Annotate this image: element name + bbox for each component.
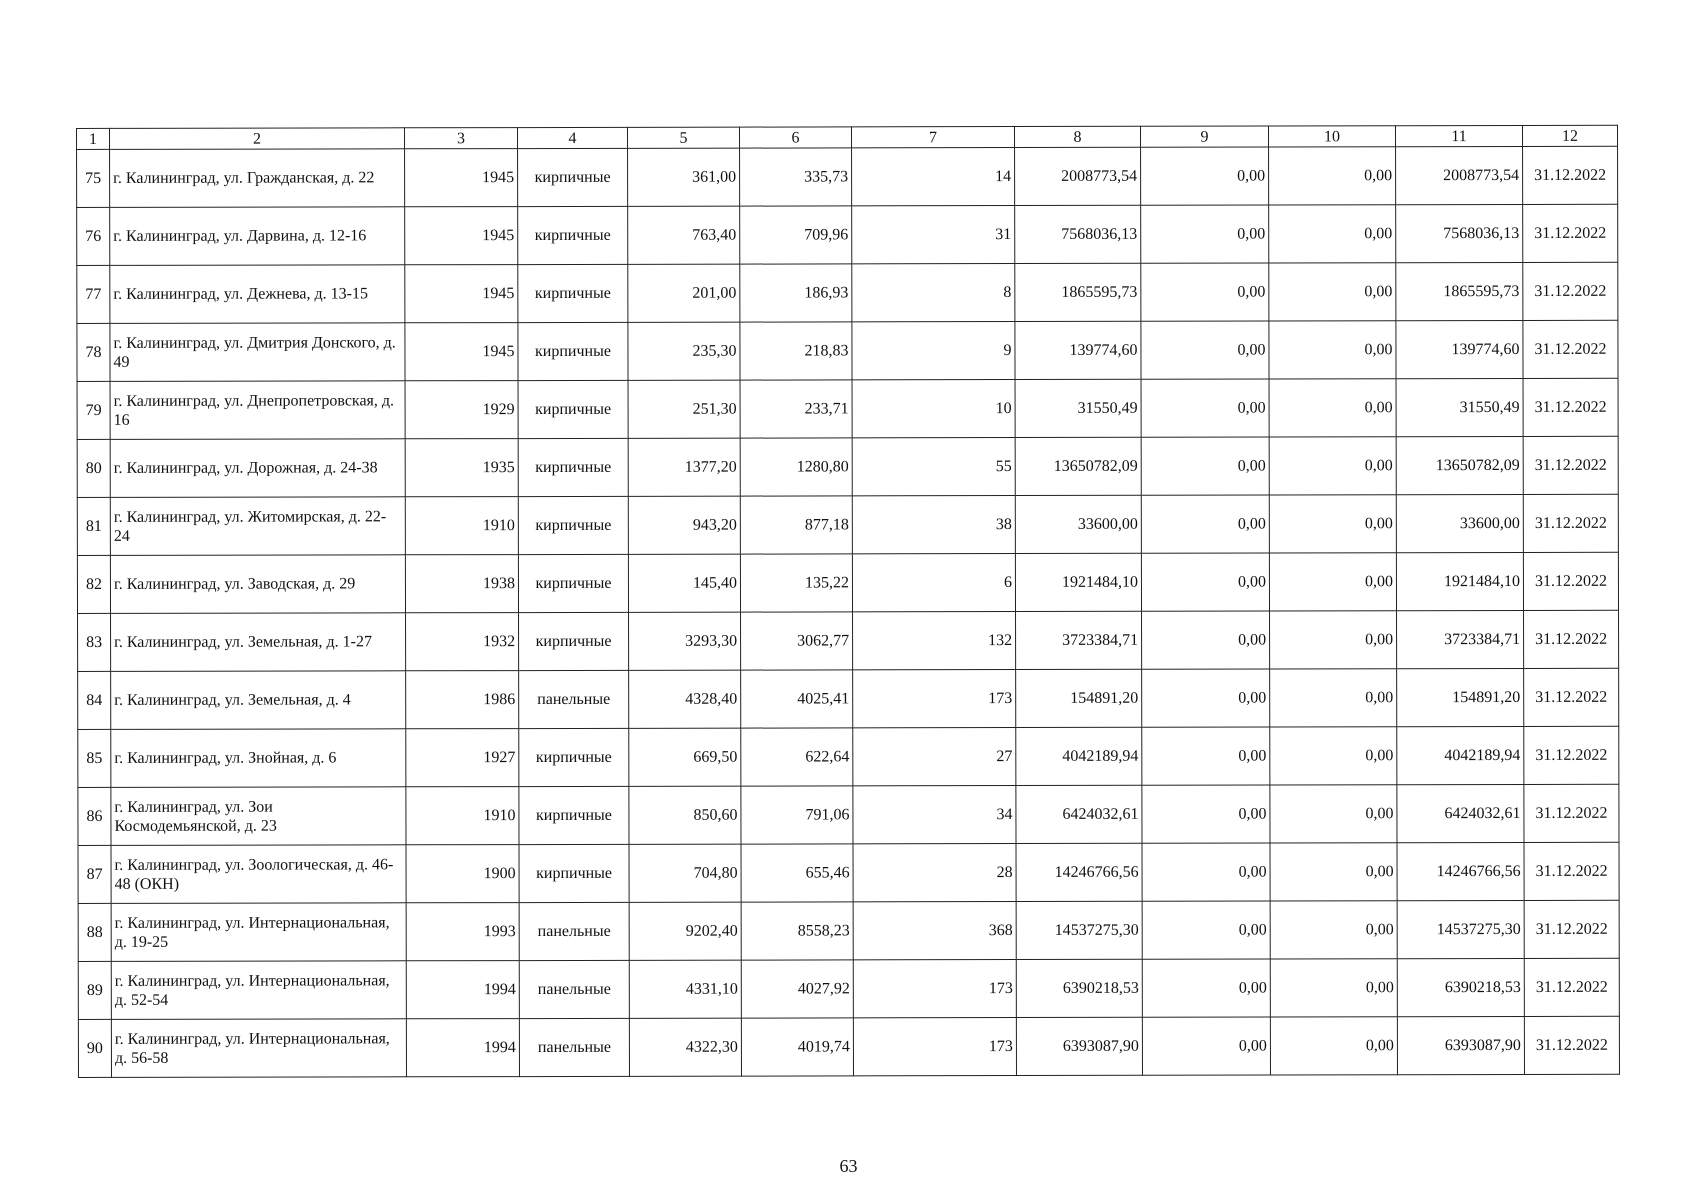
row-number-cell: 81 [77,497,110,555]
year-cell: 1927 [406,729,519,787]
address-cell: г. Калининград, ул. Зои Космодемьянской, д. 23 [111,787,406,846]
row-number-cell: 89 [78,961,111,1019]
address-cell: г. Калининград, ул. Дежнева, д. 13-15 [110,265,405,324]
area-total-cell: 145,40 [628,554,740,612]
area-total-cell: 235,30 [628,322,740,380]
cost-total-cell: 1921484,10 [1015,553,1141,611]
area-living-cell: 4025,41 [741,670,853,728]
address-cell: г. Калининград, ул. Интернациональная, д. 56-58 [111,1019,406,1078]
deadline-cell: 31.12.2022 [1524,726,1619,784]
cost-col11-cell: 4042189,94 [1397,726,1524,784]
deadline-cell: 31.12.2022 [1523,204,1618,262]
year-cell: 1910 [405,497,518,555]
column-header: 5 [627,127,739,148]
cost-col10-cell: 0,00 [1270,959,1397,1017]
column-header: 9 [1140,126,1268,147]
residents-cell: 173 [853,960,1016,1018]
cost-total-cell: 33600,00 [1015,495,1141,553]
row-number-cell: 82 [77,555,110,613]
address-cell: г. Калининград, ул. Земельная, д. 4 [111,671,406,730]
area-total-cell: 251,30 [628,380,740,438]
cost-total-cell: 139774,60 [1015,321,1141,379]
cost-col11-cell: 1865595,73 [1396,262,1523,320]
residents-cell: 38 [852,496,1015,554]
table-row [77,378,1618,439]
table-row [78,958,1619,1019]
column-header: 11 [1395,125,1522,146]
table-row [77,320,1618,381]
cost-total-cell: 14246766,56 [1016,843,1142,901]
row-number-cell: 87 [78,845,111,903]
cost-col11-cell: 6424032,61 [1397,784,1524,842]
table-row [78,1016,1619,1077]
area-total-cell: 4328,40 [629,670,741,728]
area-total-cell: 943,20 [628,496,740,554]
wall-material-cell: кирпичные [519,612,629,670]
cost-col11-cell: 7568036,13 [1396,204,1523,262]
wall-material-cell: кирпичные [518,438,628,496]
wall-material-cell: панельные [519,960,629,1018]
year-cell: 1929 [405,381,518,439]
cost-col10-cell: 0,00 [1269,553,1396,611]
area-living-cell: 218,83 [740,322,852,380]
column-header: 6 [739,127,851,148]
cost-col10-cell: 0,00 [1270,611,1397,669]
table-row [77,552,1618,613]
address-cell: г. Калининград, ул. Житомирская, д. 22-24 [110,497,405,556]
wall-material-cell: кирпичные [518,554,628,612]
registry-table [76,125,1620,1078]
row-number-cell: 78 [77,323,110,381]
wall-material-cell: кирпичные [519,844,629,902]
row-number-cell: 80 [77,439,110,497]
cost-col9-cell: 0,00 [1141,147,1269,205]
cost-total-cell: 2008773,54 [1015,147,1141,205]
address-cell: г. Калининград, ул. Знойная, д. 6 [111,729,406,788]
cost-col10-cell: 0,00 [1269,437,1396,495]
column-header: 1 [77,128,110,149]
cost-col11-cell: 139774,60 [1396,320,1523,378]
residents-cell: 34 [853,786,1016,844]
year-cell: 1938 [405,555,518,613]
table-body [77,146,1620,1077]
row-number-cell: 90 [78,1019,111,1077]
cost-col11-cell: 14537275,30 [1397,900,1524,958]
cost-col11-cell: 3723384,71 [1397,610,1524,668]
deadline-cell: 31.12.2022 [1524,958,1619,1016]
area-living-cell: 655,46 [741,844,853,902]
year-cell: 1945 [405,207,518,265]
cost-col10-cell: 0,00 [1269,147,1396,205]
cost-col9-cell: 0,00 [1141,205,1269,263]
wall-material-cell: панельные [519,670,629,728]
cost-col9-cell: 0,00 [1142,669,1270,727]
cost-total-cell: 154891,20 [1016,669,1142,727]
area-total-cell: 201,00 [628,264,740,322]
cost-total-cell: 1865595,73 [1015,263,1141,321]
table-row [77,436,1618,497]
wall-material-cell: кирпичные [518,206,628,264]
deadline-cell: 31.12.2022 [1524,610,1619,668]
address-cell: г. Калининград, ул. Дорожная, д. 24-38 [110,439,405,498]
area-living-cell: 335,73 [740,148,852,206]
table-row [78,842,1619,903]
area-total-cell: 763,40 [628,206,740,264]
area-living-cell: 877,18 [740,496,852,554]
area-living-cell: 622,64 [741,728,853,786]
cost-total-cell: 3723384,71 [1016,611,1142,669]
residents-cell: 173 [853,670,1016,728]
cost-total-cell: 13650782,09 [1015,437,1141,495]
table-row [77,494,1618,555]
cost-col10-cell: 0,00 [1269,379,1396,437]
wall-material-cell: кирпичные [518,380,628,438]
year-cell: 1986 [406,671,519,729]
cost-col9-cell: 0,00 [1142,1017,1270,1075]
document-sheet [76,125,1619,1078]
cost-col11-cell: 6390218,53 [1397,958,1524,1016]
address-cell: г. Калининград, ул. Интернациональная, д. 19-25 [111,903,406,962]
column-header: 8 [1014,126,1140,147]
cost-col11-cell: 31550,49 [1396,378,1523,436]
year-cell: 1910 [406,787,519,845]
page-number: 63 [839,1156,858,1176]
area-total-cell: 850,60 [629,786,741,844]
wall-material-cell: панельные [519,1018,629,1076]
deadline-cell: 31.12.2022 [1523,378,1618,436]
cost-col9-cell: 0,00 [1141,379,1269,437]
deadline-cell: 31.12.2022 [1523,320,1618,378]
table-row [78,784,1619,845]
wall-material-cell: панельные [519,902,629,960]
cost-col11-cell: 6393087,90 [1397,1016,1524,1074]
row-number-cell: 85 [78,729,111,787]
row-number-cell: 76 [77,207,110,265]
area-total-cell: 4322,30 [629,1018,741,1076]
year-cell: 1900 [406,845,519,903]
column-header: 2 [110,128,405,150]
area-total-cell: 361,00 [628,148,740,206]
cost-col10-cell: 0,00 [1269,263,1396,321]
row-number-cell: 83 [78,613,111,671]
cost-col9-cell: 0,00 [1142,901,1270,959]
address-cell: г. Калининград, ул. Зоологическая, д. 46-48 (ОКН) [111,845,406,904]
area-living-cell: 709,96 [740,206,852,264]
cost-col10-cell: 0,00 [1270,901,1397,959]
wall-material-cell: кирпичные [518,322,628,380]
year-cell: 1945 [405,149,518,207]
cost-col11-cell: 14246766,56 [1397,842,1524,900]
area-total-cell: 704,80 [629,844,741,902]
column-header: 10 [1268,126,1395,147]
wall-material-cell: кирпичные [519,786,629,844]
area-living-cell: 8558,23 [741,902,853,960]
table-row [78,610,1619,671]
deadline-cell: 31.12.2022 [1524,668,1619,726]
address-cell: г. Калининград, ул. Гражданская, д. 22 [110,149,405,208]
residents-cell: 368 [853,902,1016,960]
cost-col11-cell: 13650782,09 [1396,436,1523,494]
deadline-cell: 31.12.2022 [1523,494,1618,552]
cost-total-cell: 6424032,61 [1016,785,1142,843]
area-living-cell: 3062,77 [741,612,853,670]
deadline-cell: 31.12.2022 [1524,784,1619,842]
cost-total-cell: 6393087,90 [1016,1017,1142,1075]
area-living-cell: 4027,92 [741,960,853,1018]
cost-col10-cell: 0,00 [1270,843,1397,901]
wall-material-cell: кирпичные [519,728,629,786]
table-row [77,262,1618,323]
cost-total-cell: 4042189,94 [1016,727,1142,785]
area-living-cell: 186,93 [740,264,852,322]
address-cell: г. Калининград, ул. Интернациональная, д. 52-54 [111,961,406,1020]
cost-col9-cell: 0,00 [1141,437,1269,495]
address-cell: г. Калининград, ул. Днепропетровская, д. 16 [110,381,405,440]
cost-col10-cell: 0,00 [1269,321,1396,379]
deadline-cell: 31.12.2022 [1524,842,1619,900]
deadline-cell: 31.12.2022 [1523,146,1618,204]
row-number-cell: 75 [77,149,110,207]
cost-col9-cell: 0,00 [1142,785,1270,843]
residents-cell: 10 [852,380,1015,438]
wall-material-cell: кирпичные [518,148,628,206]
cost-col9-cell: 0,00 [1142,727,1270,785]
table-row [77,146,1618,207]
address-cell: г. Калининград, ул. Дмитрия Донского, д. 49 [110,323,405,382]
year-cell: 1935 [405,439,518,497]
year-cell: 1993 [406,903,519,961]
residents-cell: 14 [852,148,1015,206]
cost-col11-cell: 154891,20 [1397,668,1524,726]
cost-col9-cell: 0,00 [1142,843,1270,901]
year-cell: 1932 [406,613,519,671]
column-header: 4 [518,127,628,148]
area-living-cell: 791,06 [741,786,853,844]
cost-total-cell: 6390218,53 [1016,959,1142,1017]
area-total-cell: 3293,30 [629,612,741,670]
table-row [78,726,1619,787]
cost-col10-cell: 0,00 [1270,727,1397,785]
address-cell: г. Калининград, ул. Дарвина, д. 12-16 [110,207,405,266]
residents-cell: 55 [852,438,1015,496]
cost-col11-cell: 1921484,10 [1396,552,1523,610]
wall-material-cell: кирпичные [518,496,628,554]
address-cell: г. Калининград, ул. Заводская, д. 29 [110,555,405,614]
deadline-cell: 31.12.2022 [1524,900,1619,958]
cost-col9-cell: 0,00 [1141,263,1269,321]
cost-col11-cell: 2008773,54 [1396,146,1523,204]
table-row [77,204,1618,265]
deadline-cell: 31.12.2022 [1523,436,1618,494]
deadline-cell: 31.12.2022 [1523,262,1618,320]
row-number-cell: 79 [77,381,110,439]
residents-cell: 9 [852,322,1015,380]
area-total-cell: 9202,40 [629,902,741,960]
residents-cell: 8 [852,264,1015,322]
cost-col10-cell: 0,00 [1269,205,1396,263]
cost-col9-cell: 0,00 [1141,321,1269,379]
cost-col10-cell: 0,00 [1270,785,1397,843]
cost-col10-cell: 0,00 [1270,669,1397,727]
year-cell: 1945 [405,265,518,323]
cost-col11-cell: 33600,00 [1396,494,1523,552]
residents-cell: 31 [852,206,1015,264]
row-number-cell: 84 [78,671,111,729]
column-header: 7 [851,127,1014,148]
cost-total-cell: 7568036,13 [1015,205,1141,263]
table-row [78,668,1619,729]
area-living-cell: 4019,74 [741,1018,853,1076]
residents-cell: 6 [852,554,1015,612]
row-number-cell: 77 [77,265,110,323]
area-living-cell: 135,22 [740,554,852,612]
cost-col9-cell: 0,00 [1141,553,1269,611]
residents-cell: 132 [853,612,1016,670]
column-header: 3 [405,128,518,149]
area-total-cell: 1377,20 [628,438,740,496]
area-living-cell: 1280,80 [740,438,852,496]
deadline-cell: 31.12.2022 [1523,552,1618,610]
cost-col10-cell: 0,00 [1270,1017,1397,1075]
residents-cell: 173 [853,1018,1016,1076]
cost-total-cell: 31550,49 [1015,379,1141,437]
year-cell: 1994 [406,1019,519,1077]
cost-col9-cell: 0,00 [1142,959,1270,1017]
cost-col9-cell: 0,00 [1141,495,1269,553]
row-number-cell: 88 [78,903,111,961]
deadline-cell: 31.12.2022 [1524,1016,1619,1074]
wall-material-cell: кирпичные [518,264,628,322]
row-number-cell: 86 [78,787,111,845]
area-living-cell: 233,71 [740,380,852,438]
residents-cell: 27 [853,728,1016,786]
residents-cell: 28 [853,844,1016,902]
cost-col10-cell: 0,00 [1269,495,1396,553]
cost-col9-cell: 0,00 [1142,611,1270,669]
area-total-cell: 669,50 [629,728,741,786]
table-row [78,900,1619,961]
column-header: 12 [1522,125,1617,146]
year-cell: 1945 [405,323,518,381]
address-cell: г. Калининград, ул. Земельная, д. 1-27 [111,613,406,672]
cost-total-cell: 14537275,30 [1016,901,1142,959]
year-cell: 1994 [406,961,519,1019]
area-total-cell: 4331,10 [629,960,741,1018]
